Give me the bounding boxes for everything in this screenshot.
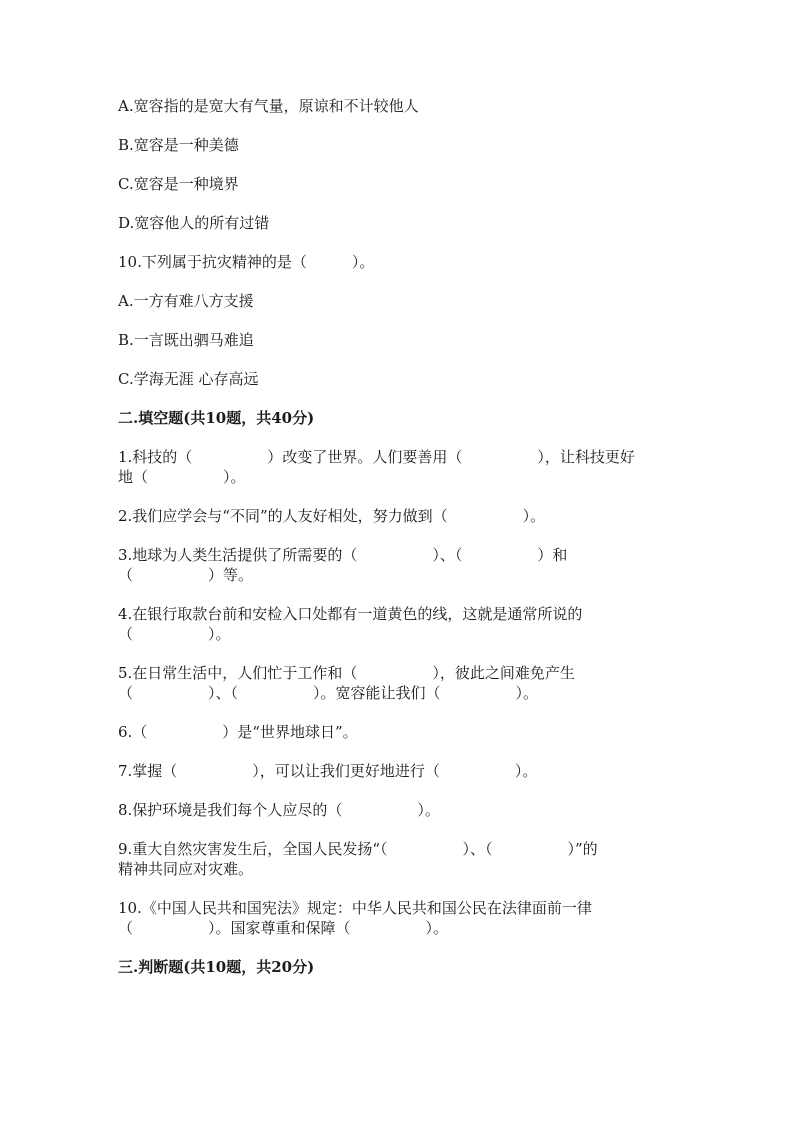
q10-option-c: C.学海无涯 心存高远 [118, 370, 259, 388]
fill-item-line: （ ）等。 [118, 566, 254, 584]
q10-option-a: A.一方有难八方支援 [118, 292, 254, 310]
fill-item-line: 地（ ）。 [118, 468, 246, 486]
fill-item-line: 5.在日常生活中，人们忙于工作和（ ），彼此之间难免产生 [118, 664, 575, 682]
fill-item-1 [118, 447, 678, 487]
fill-item-line: 4.在银行取款台前和安检入口处都有一道黄色的线，这就是通常所说的 [118, 605, 583, 623]
fill-item-4 [118, 604, 678, 644]
fill-item-line: 8.保护环境是我们每个人应尽的（ ）。 [118, 801, 440, 819]
fill-item-9 [118, 839, 678, 879]
fill-item-5 [118, 663, 678, 703]
fill-item-line: 9.重大自然灾害发生后，全国人民发扬“（ ）、（ ）”的 [118, 840, 598, 858]
q10-stem: 10.下列属于抗灾精神的是（ ）。 [118, 253, 375, 271]
fill-item-8 [118, 800, 678, 820]
q9-option-d: D.宽容他人的所有过错 [118, 214, 270, 232]
fill-item-line: 3.地球为人类生活提供了所需要的（ ）、（ ）和 [118, 546, 568, 564]
fill-item-line: 1.科技的（ ）改变了世界。人们要善用（ ），让科技更好 [118, 448, 635, 466]
q9-option-a: A.宽容指的是宽大有气量，原谅和不计较他人 [118, 97, 419, 115]
fill-item-line: 10.《中国人民共和国宪法》规定：中华人民共和国公民在法律面前一律 [118, 899, 592, 917]
q9-option-c: C.宽容是一种境界 [118, 175, 239, 193]
fill-item-line: 7.掌握（ ），可以让我们更好地进行（ ）。 [118, 762, 538, 780]
fill-item-line: （ ）、（ ）。宽容能让我们（ ）。 [118, 684, 539, 702]
fill-item-6 [118, 722, 678, 742]
fill-item-line: （ ）。 [118, 625, 231, 643]
fill-item-line: （ ）。国家尊重和保障（ ）。 [118, 919, 449, 937]
section2-heading: 二.填空题(共10题，共40分) [118, 409, 315, 427]
exam-page-content [118, 96, 678, 996]
section3-heading: 三.判断题(共10题，共20分) [118, 958, 315, 976]
fill-item-line: 精神共同应对灾难。 [118, 860, 254, 878]
fill-item-3 [118, 545, 678, 585]
fill-item-10 [118, 898, 678, 938]
fill-item-2 [118, 506, 678, 526]
fill-item-line: 6.（ ）是“世界地球日”。 [118, 723, 358, 741]
fill-item-line: 2.我们应学会与“不同”的人友好相处，努力做到（ ）。 [118, 507, 546, 525]
q10-option-b: B.一言既出驷马难追 [118, 331, 254, 349]
fill-item-7 [118, 761, 678, 781]
q9-option-b: B.宽容是一种美德 [118, 136, 239, 154]
